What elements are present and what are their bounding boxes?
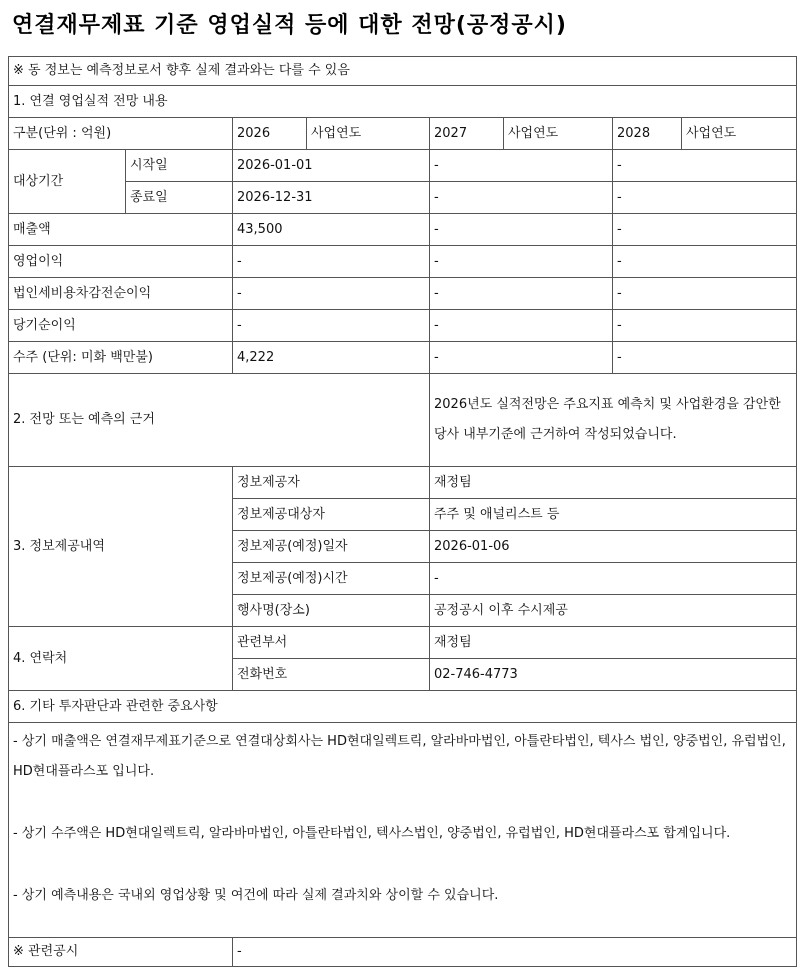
disclaimer-row (9, 57, 797, 86)
metric-value: - (430, 342, 613, 374)
metric-value: - (430, 278, 613, 310)
start-label: 시작일 (126, 150, 233, 182)
note-paragraph: - 상기 예측내용은 국내외 영업상황 및 여건에 따라 실제 결과치와 상이할 수 있습니다. (13, 888, 499, 903)
section6-notes (9, 723, 797, 938)
metric-row-operating-income (9, 246, 797, 278)
related-row (9, 938, 797, 967)
metric-row-revenue (9, 214, 797, 246)
end-2028: - (613, 182, 797, 214)
section6-heading-row (9, 691, 797, 723)
info-label: 정보제공대상자 (233, 499, 430, 531)
note-spacer (13, 787, 792, 819)
metric-value: - (233, 278, 430, 310)
section4-row (9, 627, 797, 659)
period-end-row (9, 182, 797, 214)
contact-label: 관련부서 (233, 627, 430, 659)
metric-value: - (430, 310, 613, 342)
year-2027-label: 사업연도 (504, 118, 613, 150)
start-2026: 2026-01-01 (233, 150, 430, 182)
metric-value: - (613, 342, 797, 374)
info-value: 2026-01-06 (430, 531, 797, 563)
section2-text: 2026년도 실적전망은 주요지표 예측치 및 사업환경을 감안한 당사 내부기준에 근거하여 작성되었습니다. (430, 374, 797, 467)
metric-row-pretax-income (9, 278, 797, 310)
info-label: 정보제공(예정)일자 (233, 531, 430, 563)
year-2026-label: 사업연도 (307, 118, 430, 150)
period-label: 대상기간 (9, 150, 126, 214)
metric-value: 4,222 (233, 342, 430, 374)
end-label: 종료일 (126, 182, 233, 214)
info-value: 공정공시 이후 수시제공 (430, 595, 797, 627)
section1-heading-row (9, 86, 797, 118)
section3-heading: 3. 정보제공내역 (9, 467, 233, 627)
metric-label: 매출액 (9, 214, 233, 246)
unit-label: 구분(단위 : 억원) (9, 118, 233, 150)
metric-label: 당기순이익 (9, 310, 233, 342)
section6-notes-row (9, 723, 797, 938)
metric-row-net-income (9, 310, 797, 342)
info-value: 주주 및 애널리스트 등 (430, 499, 797, 531)
contact-value: 재정팀 (430, 627, 797, 659)
info-label: 정보제공자 (233, 467, 430, 499)
section2-heading: 2. 전망 또는 예측의 근거 (9, 374, 430, 467)
period-start-row (9, 150, 797, 182)
info-label: 행사명(장소) (233, 595, 430, 627)
info-label: 정보제공(예정)시간 (233, 563, 430, 595)
metric-label: 법인세비용차감전순이익 (9, 278, 233, 310)
note-spacer (13, 849, 792, 881)
year-2027: 2027 (430, 118, 504, 150)
metric-value: - (233, 310, 430, 342)
metric-value: - (430, 214, 613, 246)
note-paragraph: - 상기 수주액은 HD현대일렉트릭, 알라바마법인, 아틀란타법인, 텍사스법인, 양중법인, 유럽법인, HD현대플라스포 합계입니다. (13, 826, 731, 841)
info-value: 재정팀 (430, 467, 797, 499)
end-2027: - (430, 182, 613, 214)
year-2028: 2028 (613, 118, 682, 150)
related-label: ※ 관련공시 (9, 938, 233, 967)
end-2026: 2026-12-31 (233, 182, 430, 214)
metric-value: 43,500 (233, 214, 430, 246)
section6-heading: 6. 기타 투자판단과 관련한 중요사항 (9, 691, 797, 723)
section1-heading: 1. 연결 영업실적 전망 내용 (9, 86, 797, 118)
info-value: - (430, 563, 797, 595)
section4-heading: 4. 연락처 (9, 627, 233, 691)
start-2027: - (430, 150, 613, 182)
year-2028-label: 사업연도 (682, 118, 797, 150)
related-value: - (233, 938, 797, 967)
metric-value: - (613, 278, 797, 310)
start-2028: - (613, 150, 797, 182)
metric-value: - (613, 310, 797, 342)
metric-label: 수주 (단위: 미화 백만불) (9, 342, 233, 374)
metric-value: - (613, 246, 797, 278)
disclosure-table (8, 56, 797, 967)
page-title: 연결재무제표 기준 영업실적 등에 대한 전망(공정공시) (12, 13, 567, 38)
note-paragraph: - 상기 매출액은 연결재무제표기준으로 연결대상회사는 HD현대일렉트릭, 알라바마법인, 아틀란타법인, 텍사스 법인, 양중법인, 유럽법인, HD현대플라스포 입니다. (13, 734, 786, 779)
contact-value: 02-746-4773 (430, 659, 797, 691)
metric-row-orders (9, 342, 797, 374)
disclaimer-text: ※ 동 정보는 예측정보로서 향후 실제 결과와는 다를 수 있음 (9, 57, 797, 86)
metric-label: 영업이익 (9, 246, 233, 278)
section3-row (9, 467, 797, 499)
section2-row (9, 374, 797, 467)
year-2026: 2026 (233, 118, 307, 150)
contact-label: 전화번호 (233, 659, 430, 691)
metric-value: - (430, 246, 613, 278)
metric-value: - (233, 246, 430, 278)
year-header-row (9, 118, 797, 150)
metric-value: - (613, 214, 797, 246)
